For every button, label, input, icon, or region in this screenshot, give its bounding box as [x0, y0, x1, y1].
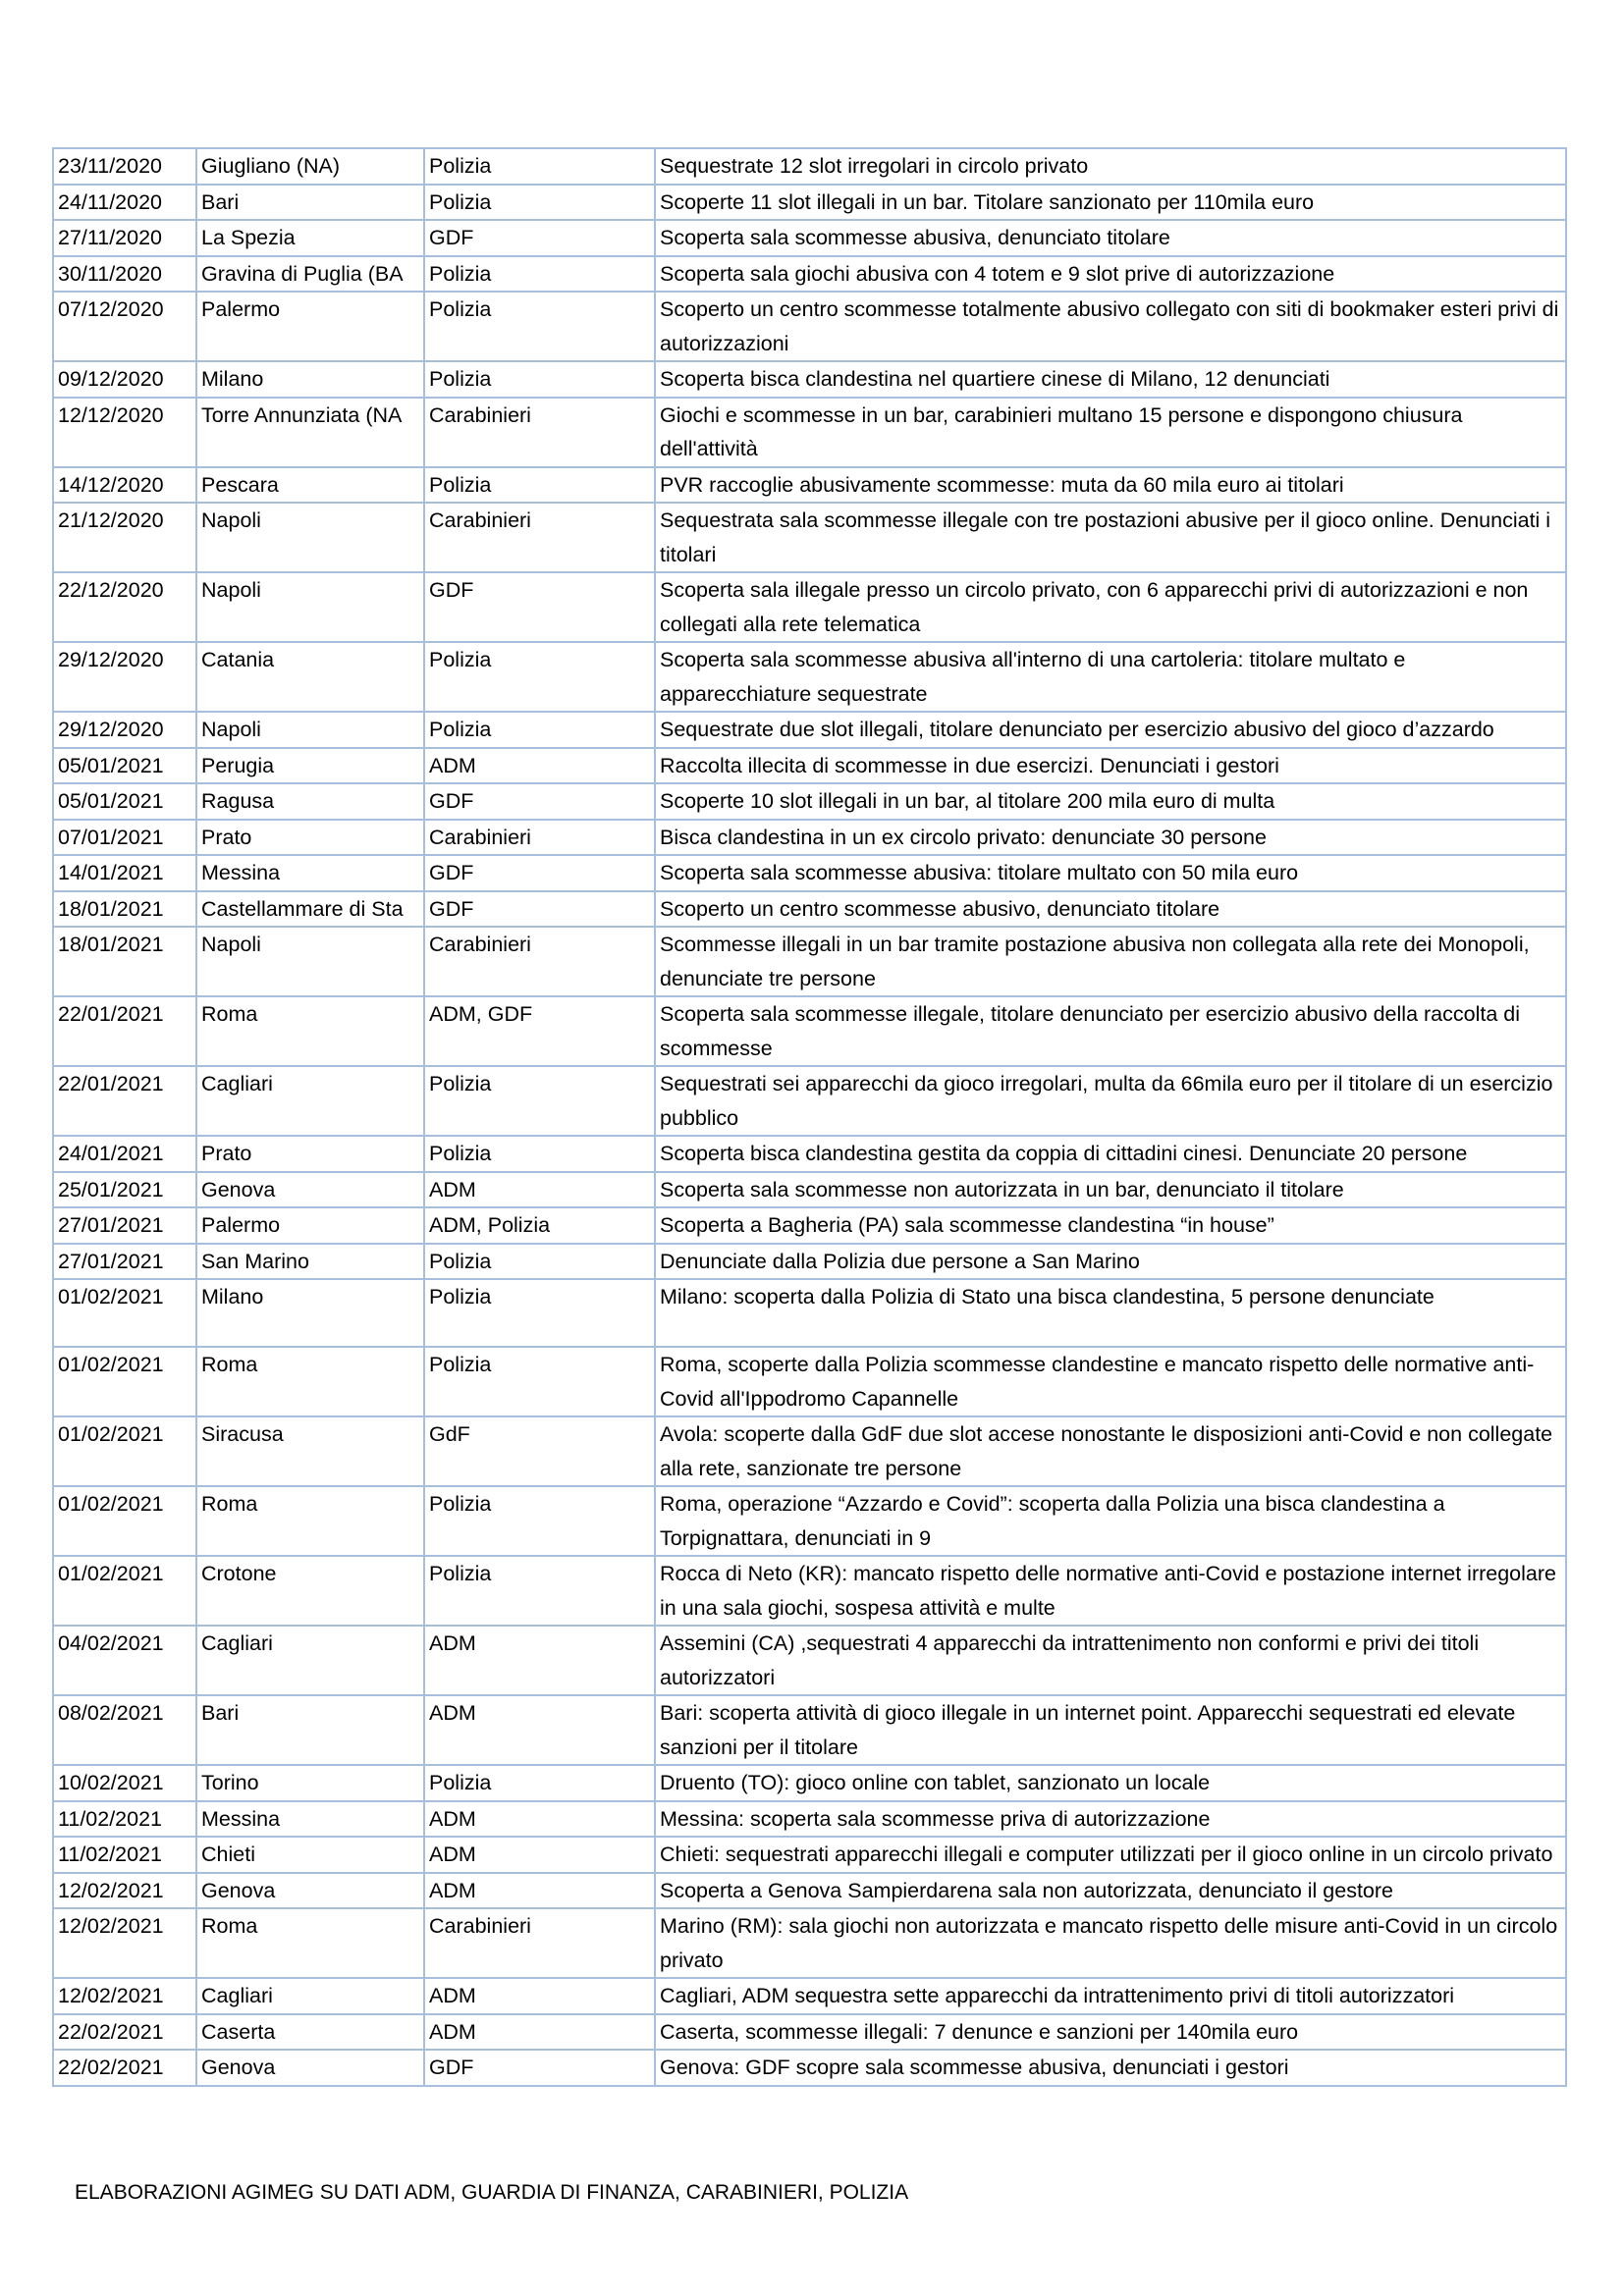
place-cell: Bari [196, 185, 424, 221]
table-row [53, 361, 1566, 398]
date-cell: 30/11/2020 [53, 256, 196, 293]
table-row [53, 220, 1566, 256]
date-cell: 12/02/2021 [53, 1908, 196, 1978]
date-cell: 25/01/2021 [53, 1172, 196, 1208]
table-row [53, 1207, 1566, 1244]
date-cell: 27/01/2021 [53, 1244, 196, 1280]
table-row [53, 1486, 1566, 1556]
date-cell: 27/01/2021 [53, 1207, 196, 1244]
place-cell: Caserta [196, 2014, 424, 2051]
table-row [53, 256, 1566, 293]
agency-cell: Carabinieri [424, 503, 655, 572]
place-cell: Crotone [196, 1556, 424, 1626]
date-cell: 12/02/2021 [53, 1978, 196, 2014]
agency-cell: Polizia [424, 712, 655, 748]
agency-cell: ADM, Polizia [424, 1207, 655, 1244]
table-row [53, 996, 1566, 1066]
description-cell: Scommesse illegali in un bar tramite postazione abusiva non collegata alla rete dei Monopoli, denunciate tre persone [655, 927, 1566, 996]
agency-cell: ADM [424, 748, 655, 784]
description-cell: Sequestrata sala scommesse illegale con tre postazioni abusive per il gioco online. Denunciati i titolari [655, 503, 1566, 572]
date-cell: 22/01/2021 [53, 1066, 196, 1136]
agency-cell: ADM [424, 2014, 655, 2051]
description-cell: Druento (TO): gioco online con tablet, sanzionato un locale [655, 1765, 1566, 1801]
agency-cell: Polizia [424, 256, 655, 293]
date-cell: 11/02/2021 [53, 1801, 196, 1838]
agency-cell: GdF [424, 1416, 655, 1486]
place-cell: Roma [196, 1908, 424, 1978]
agency-cell: ADM [424, 1837, 655, 1873]
date-cell: 05/01/2021 [53, 783, 196, 820]
date-cell: 21/12/2020 [53, 503, 196, 572]
description-cell: Scoperte 10 slot illegali in un bar, al titolare 200 mila euro di multa [655, 783, 1566, 820]
table-row [53, 292, 1566, 361]
description-cell: Scoperto un centro scommesse totalmente abusivo collegato con siti di bookmaker esteri privi di autorizzazioni [655, 292, 1566, 361]
date-cell: 14/12/2020 [53, 467, 196, 504]
table-row [53, 1837, 1566, 1873]
agency-cell: Polizia [424, 1244, 655, 1280]
table-row [53, 1695, 1566, 1765]
table-row [53, 398, 1566, 467]
date-cell: 27/11/2020 [53, 220, 196, 256]
place-cell: Roma [196, 1347, 424, 1416]
table-row [53, 1908, 1566, 1978]
table-row [53, 642, 1566, 712]
description-cell: Scoperta bisca clandestina nel quartiere cinese di Milano, 12 denunciati [655, 361, 1566, 398]
agency-cell: ADM [424, 1801, 655, 1838]
table-row [53, 148, 1566, 185]
place-cell: Siracusa [196, 1416, 424, 1486]
place-cell: Chieti [196, 1837, 424, 1873]
description-cell: Roma, operazione “Azzardo e Covid”: scoperta dalla Polizia una bisca clandestina a Torpignattara, denunciati in 9 [655, 1486, 1566, 1556]
description-cell: Raccolta illecita di scommesse in due esercizi. Denunciati i gestori [655, 748, 1566, 784]
place-cell: Palermo [196, 1207, 424, 1244]
table-row [53, 1066, 1566, 1136]
date-cell: 08/02/2021 [53, 1695, 196, 1765]
date-cell: 22/12/2020 [53, 572, 196, 642]
date-cell: 22/02/2021 [53, 2014, 196, 2051]
agency-cell: ADM [424, 1172, 655, 1208]
date-cell: 07/01/2021 [53, 820, 196, 856]
table-row [53, 855, 1566, 891]
description-cell: Sequestrati sei apparecchi da gioco irregolari, multa da 66mila euro per il titolare di un esercizio pubblico [655, 1066, 1566, 1136]
place-cell: Catania [196, 642, 424, 712]
date-cell: 01/02/2021 [53, 1486, 196, 1556]
agency-cell: GDF [424, 783, 655, 820]
description-cell: Assemini (CA) ,sequestrati 4 apparecchi da intrattenimento non conformi e privi dei titoli autorizzatori [655, 1626, 1566, 1695]
table-row [53, 1172, 1566, 1208]
description-cell: Rocca di Neto (KR): mancato rispetto delle normative anti-Covid e postazione internet irregolare in una sala giochi, sospesa attività e multe [655, 1556, 1566, 1626]
table-row [53, 712, 1566, 748]
place-cell: Napoli [196, 927, 424, 996]
place-cell: Giugliano (NA) [196, 148, 424, 185]
agency-cell: Carabinieri [424, 820, 655, 856]
table-row [53, 1347, 1566, 1416]
agency-cell: Polizia [424, 148, 655, 185]
agency-cell: Carabinieri [424, 927, 655, 996]
place-cell: Genova [196, 1873, 424, 1909]
date-cell: 12/12/2020 [53, 398, 196, 467]
table-row [53, 1626, 1566, 1695]
place-cell: Genova [196, 2050, 424, 2086]
enforcement-table [52, 147, 1567, 2087]
description-cell: Scoperte 11 slot illegali in un bar. Titolare sanzionato per 110mila euro [655, 185, 1566, 221]
description-cell: Scoperta bisca clandestina gestita da coppia di cittadini cinesi. Denunciate 20 persone [655, 1136, 1566, 1172]
agency-cell: Polizia [424, 1486, 655, 1556]
description-cell: Denunciate dalla Polizia due persone a San Marino [655, 1244, 1566, 1280]
date-cell: 23/11/2020 [53, 148, 196, 185]
table-body [53, 148, 1566, 2086]
description-cell: Scoperta sala scommesse illegale, titolare denunciato per esercizio abusivo della raccolta di scommesse [655, 996, 1566, 1066]
date-cell: 07/12/2020 [53, 292, 196, 361]
table-row [53, 1873, 1566, 1909]
table-row [53, 467, 1566, 504]
description-cell: Roma, scoperte dalla Polizia scommesse clandestine e mancato rispetto delle normative anti-Covid all'Ippodromo Capannelle [655, 1347, 1566, 1416]
description-cell: Scoperto un centro scommesse abusivo, denunciato titolare [655, 891, 1566, 928]
agency-cell: ADM [424, 1978, 655, 2014]
agency-cell: Polizia [424, 185, 655, 221]
description-cell: Avola: scoperte dalla GdF due slot accese nonostante le disposizioni anti-Covid e non collegate alla rete, sanzionate tre persone [655, 1416, 1566, 1486]
date-cell: 22/01/2021 [53, 996, 196, 1066]
description-cell: Cagliari, ADM sequestra sette apparecchi da intrattenimento privi di titoli autorizzatori [655, 1978, 1566, 2014]
place-cell: Roma [196, 1486, 424, 1556]
date-cell: 11/02/2021 [53, 1837, 196, 1873]
place-cell: Napoli [196, 572, 424, 642]
table-row [53, 748, 1566, 784]
agency-cell: ADM, GDF [424, 996, 655, 1066]
table-row [53, 1136, 1566, 1172]
description-cell: Bisca clandestina in un ex circolo privato: denunciate 30 persone [655, 820, 1566, 856]
date-cell: 09/12/2020 [53, 361, 196, 398]
description-cell: Milano: scoperta dalla Polizia di Stato una bisca clandestina, 5 persone denunciate [655, 1279, 1566, 1347]
agency-cell: Polizia [424, 292, 655, 361]
table-row [53, 1978, 1566, 2014]
agency-cell: Polizia [424, 1136, 655, 1172]
description-cell: Scoperta a Genova Sampierdarena sala non autorizzata, denunciato il gestore [655, 1873, 1566, 1909]
agency-cell: Polizia [424, 1279, 655, 1347]
date-cell: 18/01/2021 [53, 927, 196, 996]
place-cell: Cagliari [196, 1626, 424, 1695]
agency-cell: Polizia [424, 642, 655, 712]
date-cell: 14/01/2021 [53, 855, 196, 891]
table-row [53, 503, 1566, 572]
description-cell: Caserta, scommesse illegali: 7 denunce e sanzioni per 140mila euro [655, 2014, 1566, 2051]
description-cell: Chieti: sequestrati apparecchi illegali e computer utilizzati per il gioco online in un circolo privato [655, 1837, 1566, 1873]
description-cell: Genova: GDF scopre sala scommesse abusiva, denunciati i gestori [655, 2050, 1566, 2086]
agency-cell: Polizia [424, 1066, 655, 1136]
agency-cell: ADM [424, 1873, 655, 1909]
place-cell: Gravina di Puglia (BA [196, 256, 424, 293]
table-row [53, 1416, 1566, 1486]
agency-cell: GDF [424, 891, 655, 928]
place-cell: Genova [196, 1172, 424, 1208]
place-cell: Messina [196, 1801, 424, 1838]
agency-cell: Polizia [424, 361, 655, 398]
table-row [53, 2014, 1566, 2051]
table-row [53, 891, 1566, 928]
place-cell: Prato [196, 1136, 424, 1172]
description-cell: Messina: scoperta sala scommesse priva di autorizzazione [655, 1801, 1566, 1838]
agency-cell: Polizia [424, 1347, 655, 1416]
place-cell: Messina [196, 855, 424, 891]
table-row [53, 1556, 1566, 1626]
agency-cell: GDF [424, 572, 655, 642]
description-cell: Scoperta sala scommesse abusiva, denunciato titolare [655, 220, 1566, 256]
date-cell: 10/02/2021 [53, 1765, 196, 1801]
date-cell: 24/11/2020 [53, 185, 196, 221]
place-cell: Roma [196, 996, 424, 1066]
agency-cell: Polizia [424, 1556, 655, 1626]
description-cell: Scoperta sala illegale presso un circolo privato, con 6 apparecchi privi di autorizzazioni e non collegati alla rete telematica [655, 572, 1566, 642]
agency-cell: ADM [424, 1626, 655, 1695]
place-cell: Milano [196, 361, 424, 398]
table-row [53, 2050, 1566, 2086]
place-cell: Prato [196, 820, 424, 856]
place-cell: Castellammare di Sta [196, 891, 424, 928]
date-cell: 01/02/2021 [53, 1416, 196, 1486]
place-cell: Napoli [196, 503, 424, 572]
description-cell: Scoperta sala giochi abusiva con 4 totem e 9 slot prive di autorizzazione [655, 256, 1566, 293]
description-cell: Scoperta sala scommesse non autorizzata in un bar, denunciato il titolare [655, 1172, 1566, 1208]
description-cell: Sequestrate 12 slot irregolari in circolo privato [655, 148, 1566, 185]
date-cell: 04/02/2021 [53, 1626, 196, 1695]
date-cell: 01/02/2021 [53, 1347, 196, 1416]
place-cell: Cagliari [196, 1066, 424, 1136]
place-cell: San Marino [196, 1244, 424, 1280]
date-cell: 29/12/2020 [53, 712, 196, 748]
place-cell: Napoli [196, 712, 424, 748]
date-cell: 18/01/2021 [53, 891, 196, 928]
table-row [53, 1279, 1566, 1347]
date-cell: 01/02/2021 [53, 1279, 196, 1347]
date-cell: 12/02/2021 [53, 1873, 196, 1909]
table-row [53, 783, 1566, 820]
description-cell: Giochi e scommesse in un bar, carabinieri multano 15 persone e dispongono chiusura dell'attività [655, 398, 1566, 467]
place-cell: Cagliari [196, 1978, 424, 2014]
date-cell: 01/02/2021 [53, 1556, 196, 1626]
table-row [53, 1801, 1566, 1838]
agency-cell: GDF [424, 855, 655, 891]
table-row [53, 185, 1566, 221]
place-cell: Bari [196, 1695, 424, 1765]
agency-cell: Carabinieri [424, 1908, 655, 1978]
agency-cell: ADM [424, 1695, 655, 1765]
source-note: ELABORAZIONI AGIMEG SU DATI ADM, GUARDIA DI FINANZA, CARABINIERI, POLIZIA [75, 2181, 909, 2204]
table-row [53, 1765, 1566, 1801]
table-row [53, 927, 1566, 996]
description-cell: Scoperta sala scommesse abusiva all'interno di una cartoleria: titolare multato e apparecchiature sequestrate [655, 642, 1566, 712]
agency-cell: GDF [424, 220, 655, 256]
description-cell: PVR raccoglie abusivamente scommesse: muta da 60 mila euro ai titolari [655, 467, 1566, 504]
place-cell: Perugia [196, 748, 424, 784]
description-cell: Bari: scoperta attività di gioco illegale in un internet point. Apparecchi sequestrati ed elevate sanzioni per il titolare [655, 1695, 1566, 1765]
table-row [53, 820, 1566, 856]
date-cell: 22/02/2021 [53, 2050, 196, 2086]
place-cell: Milano [196, 1279, 424, 1347]
place-cell: La Spezia [196, 220, 424, 256]
table-row [53, 1244, 1566, 1280]
date-cell: 29/12/2020 [53, 642, 196, 712]
place-cell: Ragusa [196, 783, 424, 820]
place-cell: Torre Annunziata (NA [196, 398, 424, 467]
description-cell: Marino (RM): sala giochi non autorizzata e mancato rispetto delle misure anti-Covid in un circolo privato [655, 1908, 1566, 1978]
place-cell: Torino [196, 1765, 424, 1801]
agency-cell: Carabinieri [424, 398, 655, 467]
agency-cell: Polizia [424, 467, 655, 504]
place-cell: Palermo [196, 292, 424, 361]
description-cell: Sequestrate due slot illegali, titolare denunciato per esercizio abusivo del gioco d’azzardo [655, 712, 1566, 748]
agency-cell: GDF [424, 2050, 655, 2086]
description-cell: Scoperta sala scommesse abusiva: titolare multato con 50 mila euro [655, 855, 1566, 891]
table-row [53, 572, 1566, 642]
place-cell: Pescara [196, 467, 424, 504]
date-cell: 05/01/2021 [53, 748, 196, 784]
date-cell: 24/01/2021 [53, 1136, 196, 1172]
agency-cell: Polizia [424, 1765, 655, 1801]
description-cell: Scoperta a Bagheria (PA) sala scommesse clandestina “in house” [655, 1207, 1566, 1244]
